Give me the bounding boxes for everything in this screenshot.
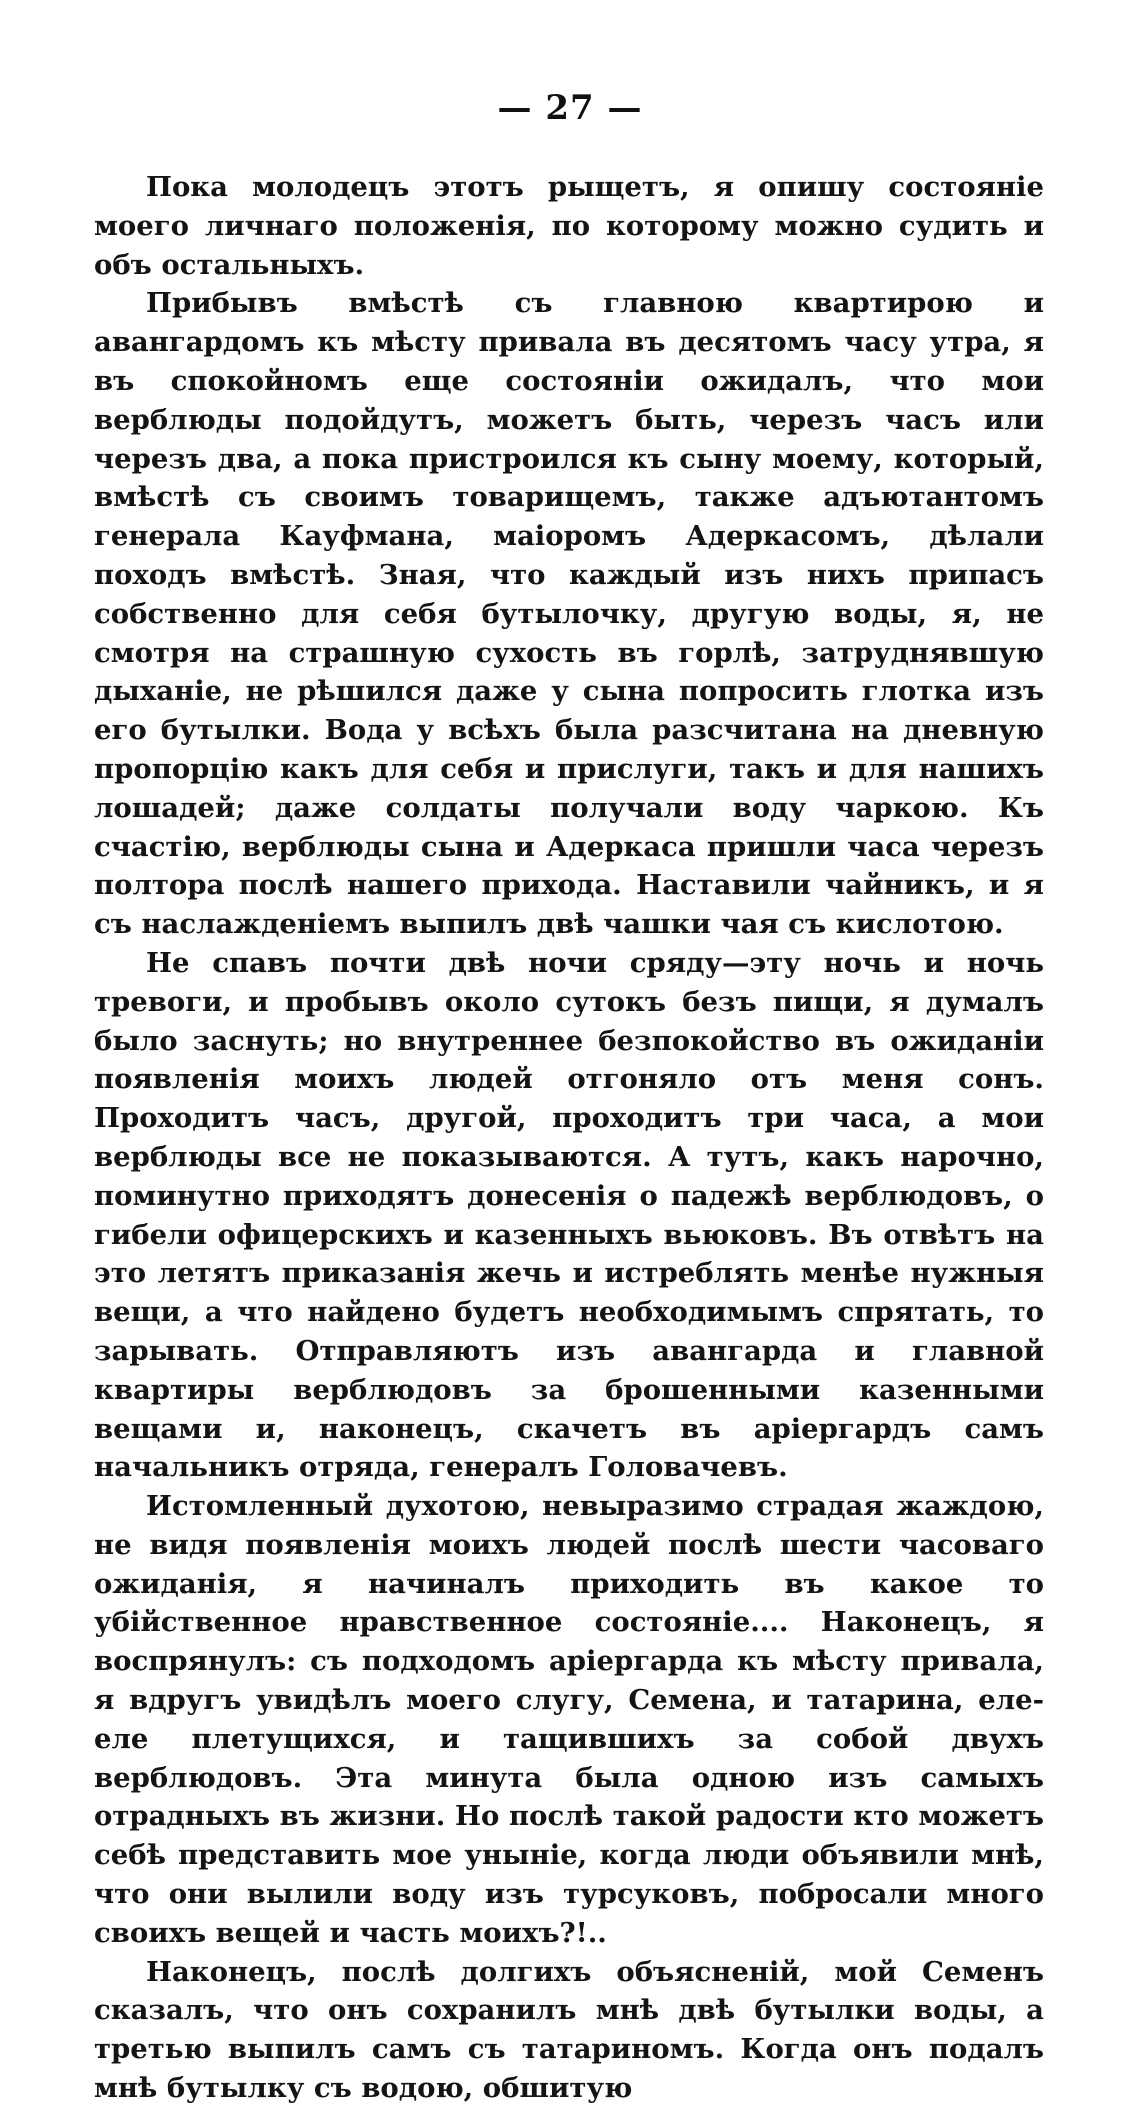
page-body — [94, 168, 1044, 2108]
paragraph: Пока молодецъ этотъ рыщетъ, я опишу состояніе моего личнаго положенія, по которому можно судить и объ остальныхъ. — [94, 171, 1044, 281]
page-number: — 27 — — [497, 88, 643, 128]
paragraph: Прибывъ вмѣстѣ съ главною квартирою и авангардомъ къ мѣсту привала въ десятомъ часу утра, я въ спокойномъ еще состояніи ожидалъ, что мои верблюды подойдутъ, можетъ быть, черезъ часъ или черезъ два, а пока пристроился къ сыну моему, который, вмѣстѣ съ своимъ товарищемъ, также адъютантомъ генерала Кауфмана, маіоромъ Адеркасомъ, дѣлали походъ вмѣстѣ. Зная, что каждый изъ нихъ припасъ собственно для себя бутылочку, другую воды, я, не смотря на страшную сухость въ горлѣ, затруднявшую дыханіе, не рѣшился даже у сына попросить глотка изъ его бутылки. Вода у всѣхъ была разсчитана на дневную пропорцію какъ для себя и прислуги, такъ и для нашихъ лошадей; даже солдаты получали воду чаркою. Къ счастію, верблюды сына и Адеркаса пришли часа черезъ полтора послѣ нашего прихода. Наставили чайникъ, и я съ наслажденіемъ выпилъ двѣ чашки чая съ кислотою. — [94, 287, 1044, 941]
paragraph: Наконецъ, послѣ долгихъ объясненій, мой Семенъ сказалъ, что онъ сохранилъ мнѣ двѣ бутылки воды, а третью выпилъ самъ съ татариномъ. Когда онъ подалъ мнѣ бутылку съ водою, обшитую — [94, 1955, 1044, 2105]
paragraph: Истомленный духотою, невыразимо страдая жаждою, не видя появленія моихъ людей послѣ шести часоваго ожиданія, я начиналъ приходить въ какое то убійственное нравственное состояніе.... Наконецъ, я воспрянулъ: съ подходомъ аріергарда къ мѣсту привала, я вдругъ увидѣлъ моего слугу, Семена, и татарина, еле-еле плетущихся, и тащившихъ за собой двухъ верблюдовъ. Эта минута была одною изъ самыхъ отрадныхъ въ жизни. Но послѣ такой радости кто можетъ себѣ представить мое уныніе, когда люди объявили мнѣ, что они вылили воду изъ турсуковъ, побросали много своихъ вещей и часть моихъ?!.. — [94, 1490, 1044, 1949]
paragraph: Не спавъ почти двѣ ночи сряду—эту ночь и ночь тревоги, и пробывъ около сутокъ безъ пищи, я думалъ было заснуть; но внутреннее безпокойство въ ожиданіи появленія моихъ людей отгоняло отъ меня сонъ. Проходитъ часъ, другой, проходитъ три часа, а мои верблюды все не показываются. А тутъ, какъ нарочно, поминутно приходятъ донесенія о падежѣ верблюдовъ, о гибели офицерскихъ и казенныхъ вьюковъ. Въ отвѣтъ на это летятъ приказанія жечь и истреблять менѣе нужныя вещи, а что найдено будетъ необходимымъ спрятать, то зарывать. Отправляютъ изъ авангарда и главной квартиры верблюдовъ за брошенными казенными вещами и, наконецъ, скачетъ въ аріергардъ самъ начальникъ отряда, генералъ Головачевъ. — [94, 946, 1044, 1484]
